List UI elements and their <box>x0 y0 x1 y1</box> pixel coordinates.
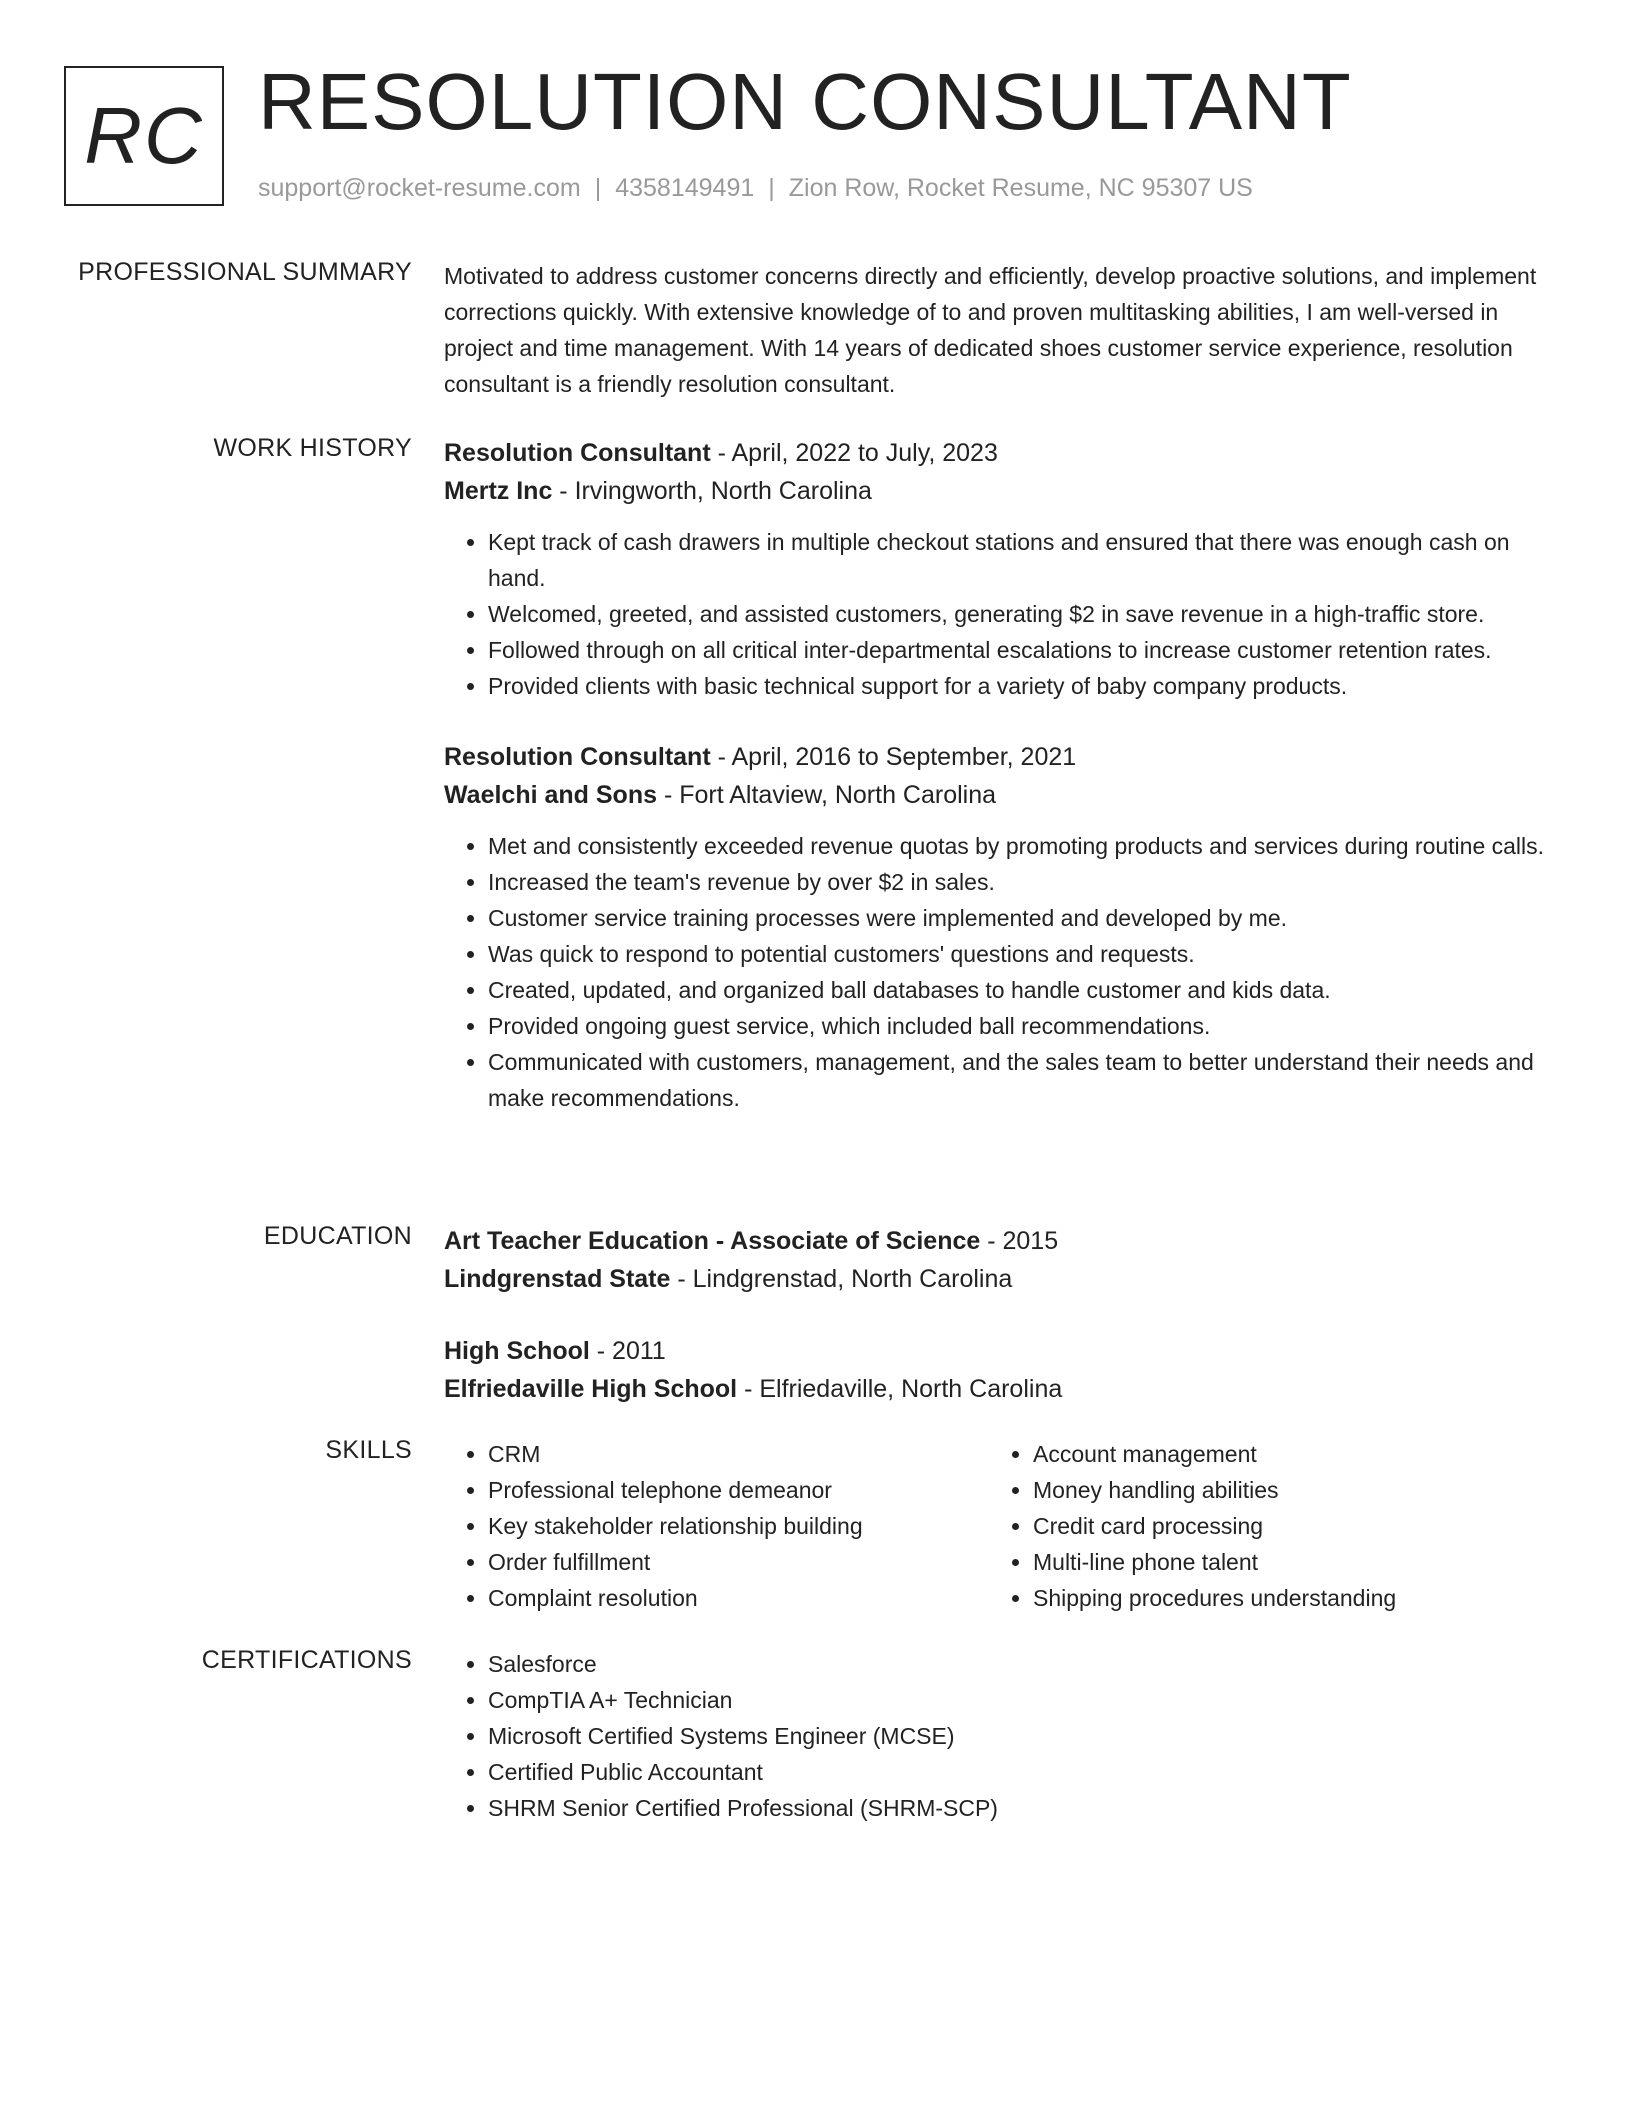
skills-list-left <box>444 1436 989 1616</box>
job-bullet: • Met and consistently exceeded revenue quotas by promoting products and services during routine calls. <box>488 828 1554 864</box>
job-bullet: • Customer service training processes were implemented and developed by me. <box>488 900 1554 936</box>
school-location: - Lindgrenstad, North Carolina <box>670 1265 1013 1293</box>
job-bullet: • Followed through on all critical inter-departmental escalations to increase customer retention rates. <box>488 632 1554 668</box>
education-body <box>444 1222 1554 1408</box>
contact-address: Zion Row, Rocket Resume, NC 95307 US <box>788 174 1253 202</box>
skills-body <box>444 1436 1554 1616</box>
degree-year: - 2015 <box>980 1227 1059 1255</box>
skill-item: • Multi-line phone talent <box>1033 1544 1534 1580</box>
skill-item: • Money handling abilities <box>1033 1472 1534 1508</box>
contact-email: support@rocket-resume.com <box>258 174 581 202</box>
job-company: Waelchi and Sons <box>444 781 658 809</box>
school: Lindgrenstad State <box>444 1265 671 1293</box>
job-entry <box>444 738 1554 1116</box>
skill-item: • Account management <box>1033 1436 1534 1472</box>
section-label-skills: SKILLS <box>325 1436 412 1464</box>
degree-line <box>444 1222 1554 1260</box>
job-entry <box>444 434 1554 704</box>
job-bullet: • Increased the team's revenue by over $2 in sales. <box>488 864 1554 900</box>
certification-item: • Salesforce <box>488 1646 1554 1682</box>
certification-item: • CompTIA A+ Technician <box>488 1682 1554 1718</box>
certification-item: • SHRM Senior Certified Professional (SHRM-SCP) <box>488 1790 1554 1826</box>
skill-item: • CRM <box>488 1436 989 1472</box>
certifications-body <box>444 1646 1554 1826</box>
skills-list-right <box>989 1436 1534 1616</box>
job-bullet: • Provided clients with basic technical support for a variety of baby company products. <box>488 668 1554 704</box>
job-bullet: • Created, updated, and organized ball databases to handle customer and kids data. <box>488 972 1554 1008</box>
job-bullet: • Kept track of cash drawers in multiple checkout stations and ensured that there was enough cash on hand. <box>488 524 1554 596</box>
skill-item: • Key stakeholder relationship building <box>488 1508 989 1544</box>
job-title-line <box>444 738 1554 776</box>
contact-separator: | <box>768 174 775 202</box>
job-location: - Fort Altaview, North Carolina <box>657 781 997 809</box>
school-line <box>444 1260 1554 1298</box>
school-location: - Elfriedaville, North Carolina <box>737 1375 1063 1403</box>
contact-line <box>258 174 1253 203</box>
work-history-body <box>444 434 1554 1116</box>
degree-line <box>444 1332 1554 1370</box>
candidate-name: RESOLUTION CONSULTANT <box>258 57 1352 146</box>
section-label-work-history: WORK HISTORY <box>213 434 412 462</box>
section-label-summary: PROFESSIONAL SUMMARY <box>78 258 412 286</box>
section-label-education: EDUCATION <box>263 1222 412 1250</box>
job-company-line <box>444 776 1554 814</box>
job-bullet: • Communicated with customers, management, and the sales team to better understand their needs and make recommendations. <box>488 1044 1554 1116</box>
school-line <box>444 1370 1554 1408</box>
contact-phone: 4358149491 <box>615 174 755 202</box>
degree-year: - 2011 <box>589 1337 666 1365</box>
job-bullets <box>444 524 1554 704</box>
school: Elfriedaville High School <box>444 1375 738 1403</box>
skills-columns <box>444 1436 1554 1616</box>
summary-body <box>444 258 1554 402</box>
monogram-logo: RC <box>64 66 224 206</box>
skill-item: • Professional telephone demeanor <box>488 1472 989 1508</box>
skill-item: • Order fulfillment <box>488 1544 989 1580</box>
job-company-line <box>444 472 1554 510</box>
job-location: - Irvingworth, North Carolina <box>552 477 872 505</box>
job-company: Mertz Inc <box>444 477 553 505</box>
job-bullet: • Welcomed, greeted, and assisted customers, generating $2 in save revenue in a high-traffic store. <box>488 596 1554 632</box>
job-bullet: • Was quick to respond to potential customers' questions and requests. <box>488 936 1554 972</box>
education-entry <box>444 1222 1554 1298</box>
education-entry <box>444 1332 1554 1408</box>
certification-item: • Microsoft Certified Systems Engineer (MCSE) <box>488 1718 1554 1754</box>
summary-text: Motivated to address customer concerns directly and efficiently, develop proactive solutions, and implement corrections quickly. With extensive knowledge of to and proven multitasking abilities, I am well-versed in project and time management. With 14 years of dedicated shoes customer service experience, resolution consultant is a friendly resolution consultant. <box>444 263 1537 397</box>
job-dates: - April, 2016 to September, 2021 <box>710 743 1077 771</box>
job-title: Resolution Consultant <box>444 439 711 467</box>
job-title: Resolution Consultant <box>444 743 711 771</box>
job-bullet: • Provided ongoing guest service, which included ball recommendations. <box>488 1008 1554 1044</box>
contact-separator: | <box>594 174 602 202</box>
certification-item: • Certified Public Accountant <box>488 1754 1554 1790</box>
job-title-line <box>444 434 1554 472</box>
degree: High School <box>444 1337 590 1365</box>
degree: Art Teacher Education - Associate of Science <box>444 1227 981 1255</box>
skill-item: • Complaint resolution <box>488 1580 989 1616</box>
certifications-list <box>444 1646 1554 1826</box>
skill-item: • Shipping procedures understanding <box>1033 1580 1534 1616</box>
job-bullets <box>444 828 1554 1116</box>
section-label-certifications: CERTIFICATIONS <box>201 1646 412 1674</box>
skill-item: • Credit card processing <box>1033 1508 1534 1544</box>
job-dates: - April, 2022 to July, 2023 <box>710 439 998 467</box>
